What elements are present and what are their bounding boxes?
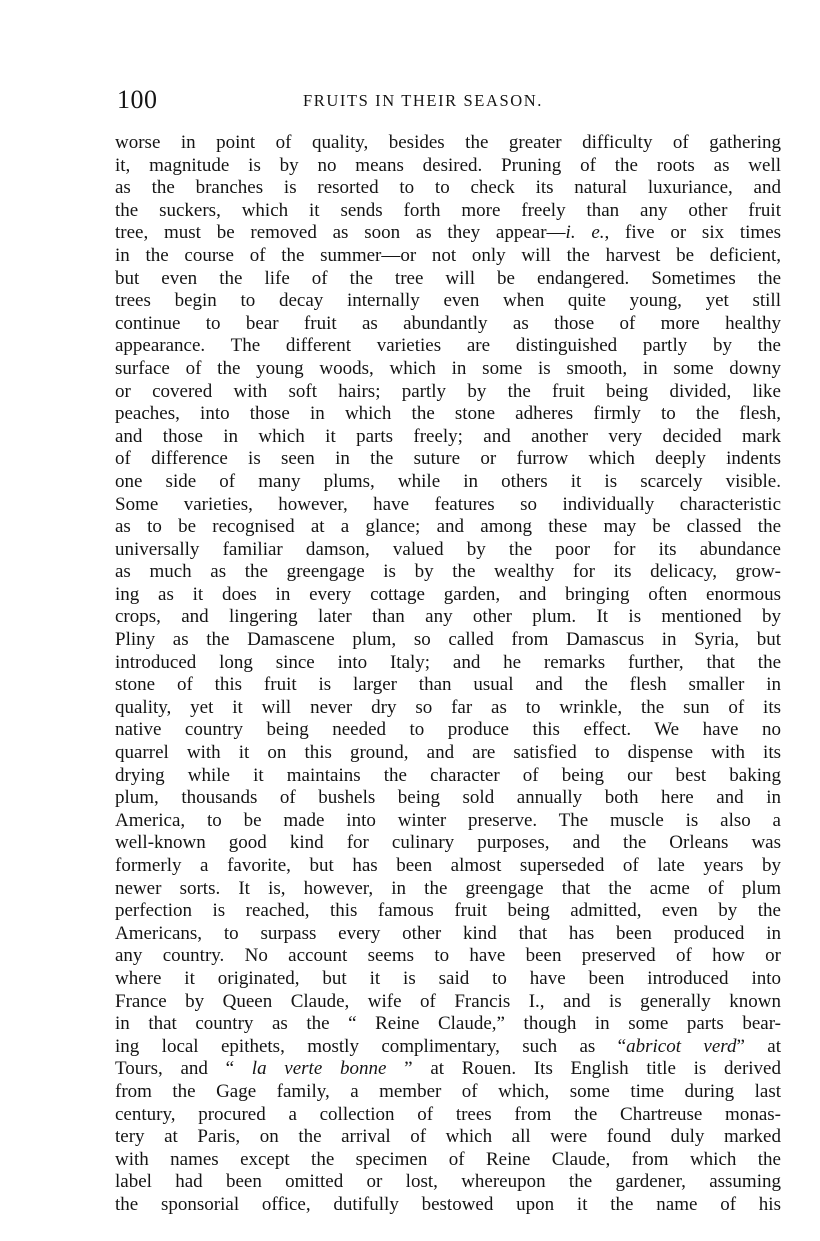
text-line: peaches, into those in which the stone adheres firmly to the flesh, — [115, 403, 781, 425]
text-line: label had been omitted or lost, whereupon the gardener, assuming — [115, 1171, 781, 1193]
text-line: surface of the young woods, which in some is smooth, in some downy — [115, 357, 781, 379]
text-line: but even the life of the tree will be endangered. Sometimes the — [115, 267, 781, 289]
text-line: one side of many plums, while in others it is scarcely visible. — [115, 470, 781, 492]
text-line: stone of this fruit is larger than usual and the flesh smaller in — [115, 674, 781, 696]
page-number: 100 — [117, 85, 158, 114]
text-line: tery at Paris, on the arrival of which all were found duly marked — [115, 1126, 781, 1148]
page-header — [117, 84, 723, 116]
text-line: newer sorts. It is, however, in the greengage that the acme of plum — [115, 877, 781, 899]
text-line: universally familiar damson, valued by the poor for its abundance — [115, 538, 781, 560]
text-line: the sponsorial office, dutifully bestowed upon it the name of his — [115, 1193, 781, 1215]
text-line: any country. No account seems to have been preserved of how or — [115, 945, 781, 967]
text-line: Tours, and “ la verte bonne ” at Rouen. Its English title is derived — [115, 1058, 781, 1080]
text-line: tree, must be removed as soon as they appear—i. e., five or six times — [115, 222, 781, 244]
text-line: with names except the specimen of Reine Claude, from which the — [115, 1148, 781, 1170]
text-line: as to be recognised at a glance; and among these may be classed the — [115, 516, 781, 538]
text-line: the suckers, which it sends forth more freely than any other fruit — [115, 199, 781, 221]
text-line: from the Gage family, a member of which, some time during last — [115, 1080, 781, 1102]
text-line: of difference is seen in the suture or furrow which deeply indents — [115, 448, 781, 470]
text-line: native country being needed to produce this effect. We have no — [115, 719, 781, 741]
text-line: in that country as the “ Reine Claude,” though in some parts bear- — [115, 1013, 781, 1035]
text-line: quality, yet it will never dry so far as to wrinkle, the sun of its — [115, 696, 781, 718]
text-line: America, to be made into winter preserve. The muscle is also a — [115, 809, 781, 831]
text-line: or covered with soft hairs; partly by the fruit being divided, like — [115, 380, 781, 402]
text-line: Pliny as the Damascene plum, so called from Damascus in Syria, but — [115, 629, 781, 651]
text-line: perfection is reached, this famous fruit being admitted, even by the — [115, 900, 781, 922]
text-line: ing as it does in every cottage garden, and bringing often enormous — [115, 583, 781, 605]
text-line: and those in which it parts freely; and another very decided mark — [115, 425, 781, 447]
text-line: Some varieties, however, have features so individually characteristic — [115, 493, 781, 515]
running-title: FRUITS IN THEIR SEASON. — [303, 91, 544, 110]
text-line: ing local epithets, mostly complimentary, such as “abricot verd” at — [115, 1035, 781, 1057]
text-line: it, magnitude is by no means desired. Pruning of the roots as well — [115, 154, 781, 176]
text-line: trees begin to decay internally even when quite young, yet still — [115, 290, 781, 312]
text-line: quarrel with it on this ground, and are satisfied to dispense with its — [115, 742, 781, 764]
text-line: introduced long since into Italy; and he remarks further, that the — [115, 651, 781, 673]
body-text — [115, 132, 781, 1217]
text-line: Americans, to surpass every other kind that has been produced in — [115, 922, 781, 944]
text-line: plum, thousands of bushels being sold annually both here and in — [115, 787, 781, 809]
text-line: century, procured a collection of trees from the Chartreuse monas- — [115, 1103, 781, 1125]
text-line: well-known good kind for culinary purposes, and the Orleans was — [115, 832, 781, 854]
text-line: as much as the greengage is by the wealthy for its delicacy, grow- — [115, 561, 781, 583]
text-line: where it originated, but it is said to have been introduced into — [115, 967, 781, 989]
text-line: drying while it maintains the character of being our best baking — [115, 764, 781, 786]
text-line: continue to bear fruit as abundantly as those of more healthy — [115, 312, 781, 334]
text-line: formerly a favorite, but has been almost superseded of late years by — [115, 855, 781, 876]
text-line: France by Queen Claude, wife of Francis I., and is generally known — [115, 990, 781, 1012]
text-line: appearance. The different varieties are distinguished partly by the — [115, 335, 781, 357]
text-line: crops, and lingering later than any other plum. It is mentioned by — [115, 606, 781, 628]
text-line: in the course of the summer—or not only will the harvest be deficient, — [115, 244, 781, 266]
text-line: worse in point of quality, besides the greater difficulty of gathering — [115, 132, 781, 153]
text-line: as the branches is resorted to to check its natural luxuriance, and — [115, 177, 781, 199]
